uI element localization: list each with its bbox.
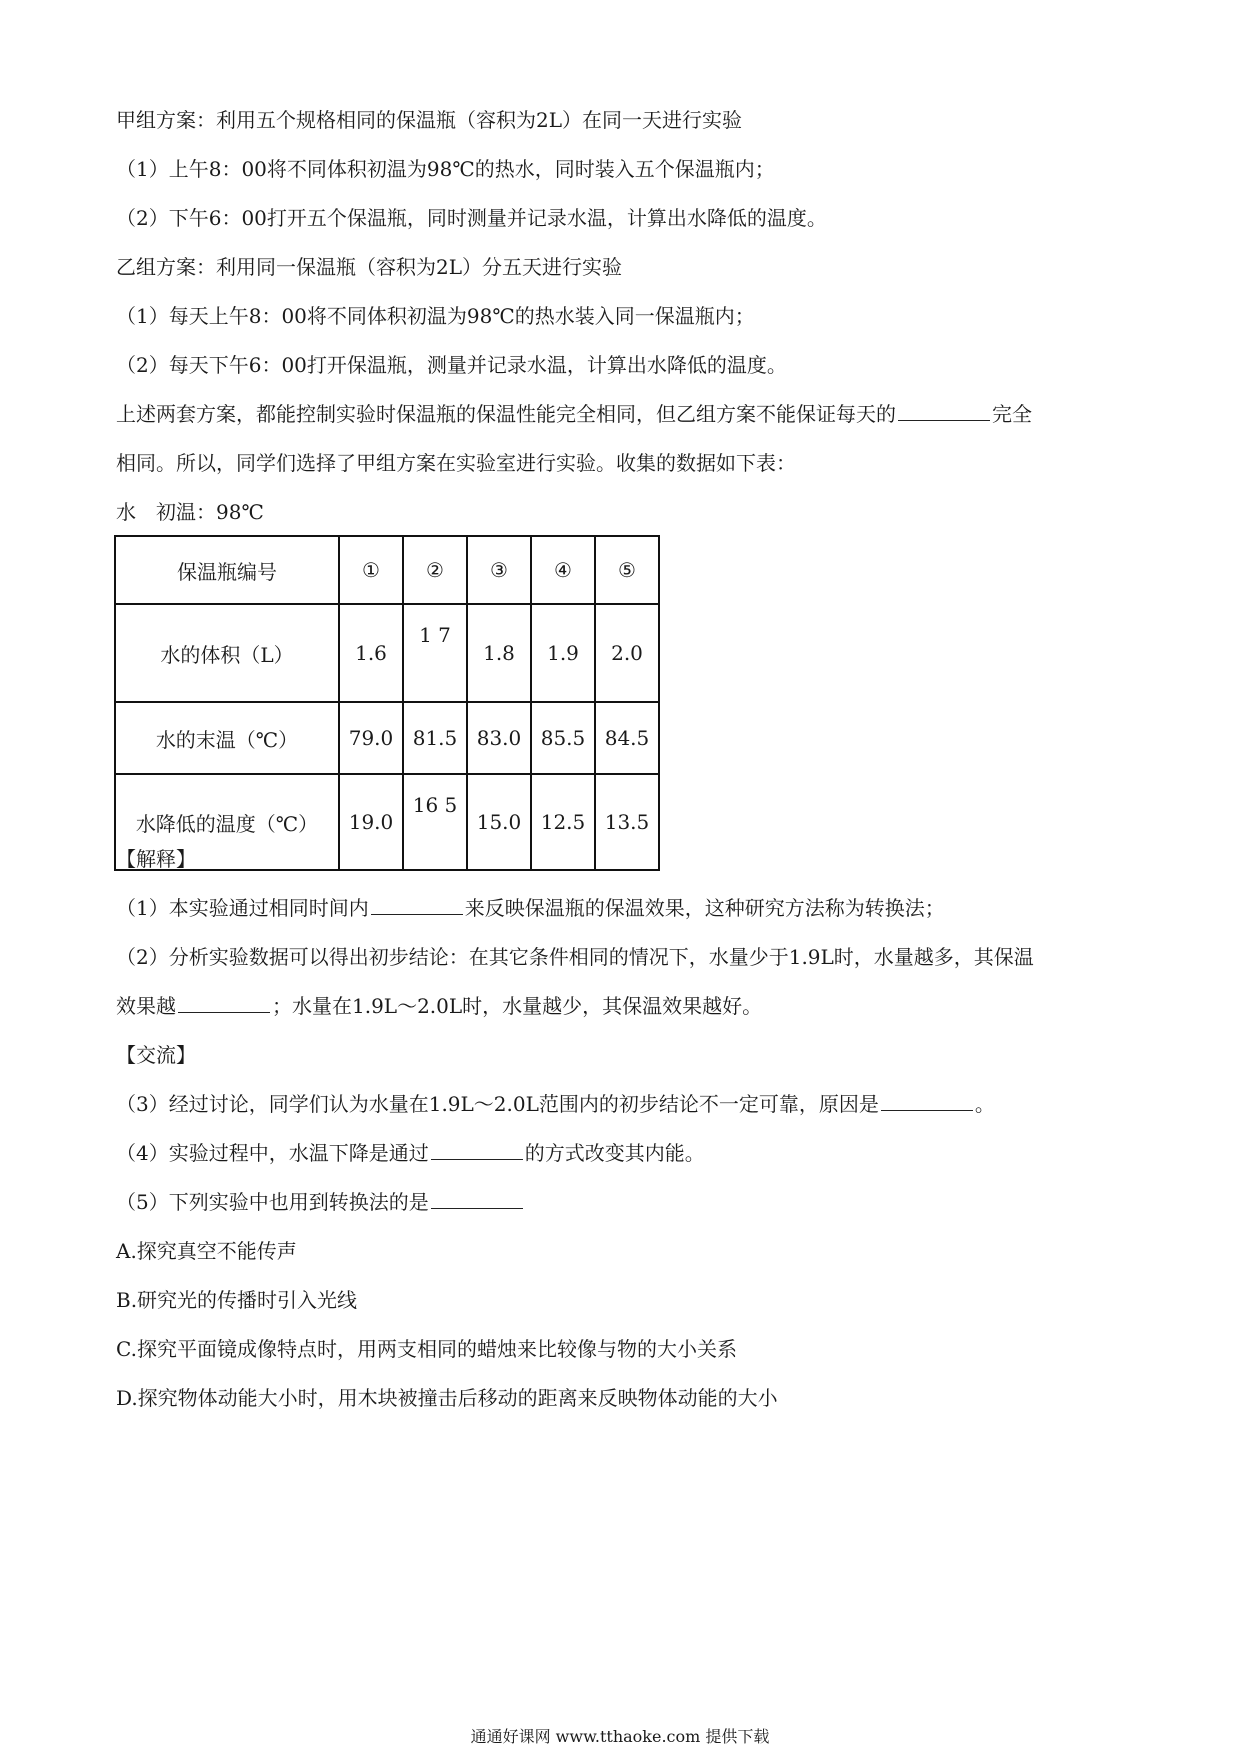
question-2-cont [116,992,762,1020]
table-cell: 19.0 [339,774,403,870]
question-5-text: （5）下列实验中也用到转换法的是 [116,1190,429,1214]
question-3 [116,1090,995,1118]
table-cell: 水的体积（L） [115,604,339,702]
table-cell: ② [403,536,467,604]
table-cell: 2.0 [595,604,659,702]
table-cell: ④ [531,536,595,604]
table-cell: 84.5 [595,702,659,774]
table-row [115,774,659,870]
table-row [115,604,659,702]
question-3-text: （3）经过讨论，同学们认为水量在1.9L～2.0L范围内的初步结论不一定可靠，原因是 [116,1092,879,1116]
table-cell: 85.5 [531,702,595,774]
table-cell: ① [339,536,403,604]
table-cell: ③ [467,536,531,604]
answer-blank [431,1139,523,1160]
question-2-text: 效果越 [116,994,176,1018]
table-cell: 1 7 [403,604,467,702]
table-cell: 79.0 [339,702,403,774]
option-d: D.探究物体动能大小时，用木块被撞击后移动的距离来反映物体动能的大小 [116,1386,778,1410]
question-4-text: （4）实验过程中，水温下降是通过 [116,1141,429,1165]
table-cell: 81.5 [403,702,467,774]
comparison-paragraph-cont: 相同。所以，同学们选择了甲组方案在实验室进行实验。收集的数据如下表： [116,451,796,475]
question-4-text-end: 的方式改变其内能。 [524,1141,705,1165]
answer-blank [431,1188,523,1209]
plan-a-title: 甲组方案：利用五个规格相同的保温瓶（容积为2L）在同一天进行实验 [116,108,743,132]
question-1-text-end: 来反映保温瓶的保温效果，这种研究方法称为转换法； [464,896,945,920]
answer-blank [898,400,990,421]
plan-a-step-1: （1）上午8：00将不同体积初温为98℃的热水，同时装入五个保温瓶内； [116,157,775,181]
table-cell: ⑤ [595,536,659,604]
question-5 [116,1188,525,1216]
answer-blank [178,992,270,1013]
plan-b-title: 乙组方案：利用同一保温瓶（容积为2L）分五天进行实验 [116,255,623,279]
question-2: （2）分析实验数据可以得出初步结论：在其它条件相同的情况下，水量少于1.9L时，水量越多，其保温 [116,945,1034,969]
comparison-text-end: 完全 [992,402,1032,426]
table-cell: 16 5 [403,774,467,870]
table-cell: 水的末温（℃） [115,702,339,774]
footer-watermark: 通通好课网 www.tthaoke.com 提供下载 [470,1727,770,1746]
section-discussion: 【交流】 [116,1043,196,1067]
answer-blank [371,894,463,915]
initial-temp-label: 水 初温：98℃ [116,500,264,524]
comparison-text: 上述两套方案，都能控制实验时保温瓶的保温性能完全相同，但乙组方案不能保证每天的 [116,402,896,426]
table-cell: 13.5 [595,774,659,870]
table-cell: 1.9 [531,604,595,702]
table-cell: 1.6 [339,604,403,702]
option-a: A.探究真空不能传声 [116,1239,297,1263]
table-row [115,536,659,604]
question-1-text: （1）本实验通过相同时间内 [116,896,369,920]
question-3-text-end: 。 [974,1092,995,1116]
plan-b-step-1: （1）每天上午8：00将不同体积初温为98℃的热水装入同一保温瓶内； [116,304,755,328]
option-b: B.研究光的传播时引入光线 [116,1288,358,1312]
table-cell: 水降低的温度（℃） [115,774,339,870]
question-2-text-end: ；水量在1.9L～2.0L时，水量越少，其保温效果越好。 [272,994,763,1018]
plan-b-step-2: （2）每天下午6：00打开保温瓶，测量并记录水温，计算出水降低的温度。 [116,353,787,377]
table-cell: 83.0 [467,702,531,774]
question-1 [116,894,945,922]
comparison-paragraph [116,400,1032,428]
table-cell: 1.8 [467,604,531,702]
plan-a-step-2: （2）下午6：00打开五个保温瓶，同时测量并记录水温，计算出水降低的温度。 [116,206,827,230]
question-4 [116,1139,705,1167]
table-cell: 12.5 [531,774,595,870]
table-cell: 15.0 [467,774,531,870]
table-row [115,702,659,774]
data-table [114,535,660,871]
table-cell: 保温瓶编号 [115,536,339,604]
answer-blank [881,1090,973,1111]
option-c: C.探究平面镜成像特点时，用两支相同的蜡烛来比较像与物的大小关系 [116,1337,737,1361]
section-explanation: 【解释】 [116,847,196,871]
